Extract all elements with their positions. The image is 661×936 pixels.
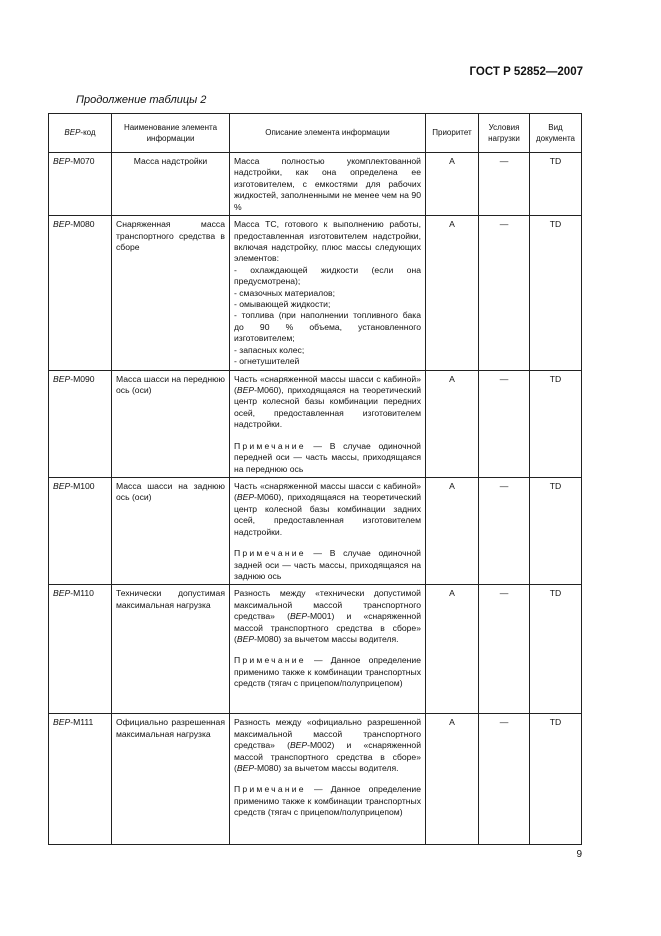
conditions-cell: — (479, 585, 530, 714)
doctype-cell: TD (530, 153, 582, 216)
desc-cell: Масса ТС, готового к выполнению работы, предоставленная изготовителем надстройки, включая надстройку, плюс массы следующих элементов: - охлаждающей жидкости (если она предусмотрена); - смазочных материалов; - омывающей жидкости; - топлива (при наполнении топливного бака до 90 % объема, установленного изготовителем; - запасных колес; - огнетушителей (230, 216, 426, 370)
conditions-cell: — (479, 714, 530, 845)
desc-cell: Разность между «официально разрешенной максимальной массой транспортного средства» (BEP-M002) и «снаряженной массой транспортного средства в сборе» (BEP-M080) за вычетом массы водителя. Примечание — Данное определение применимо также к комбинации транспортных средств (тягач с прицепом/полуприцепом) (230, 714, 426, 845)
col-header-doctype: Вид документа (530, 114, 582, 153)
table-continuation-caption: Продолжение таблицы 2 (76, 94, 207, 106)
priority-cell: A (426, 153, 479, 216)
col-header-conditions: Условия нагрузки (479, 114, 530, 153)
name-cell: Масса шасси на переднюю ось (оси) (112, 370, 230, 477)
table-row (49, 216, 582, 370)
desc-cell: Масса полностью укомплектованной надстройки, как она определена ее изготовителем, с емкостями для рабочих жидкостей, заполненными не менее чем на 90 % (230, 153, 426, 216)
name-cell: Технически допустимая максимальная нагрузка (112, 585, 230, 714)
table-row (49, 153, 582, 216)
page-number: 9 (576, 849, 582, 860)
doctype-cell: TD (530, 585, 582, 714)
code-cell: BEP-M100 (49, 477, 112, 584)
name-cell: Снаряженная масса транспортного средства в сборе (112, 216, 230, 370)
col-header-code: ВЕР-код (49, 114, 112, 153)
priority-cell: A (426, 714, 479, 845)
priority-cell: A (426, 585, 479, 714)
name-cell: Масса надстройки (112, 153, 230, 216)
name-cell: Масса шасси на заднюю ось (оси) (112, 477, 230, 584)
col-header-priority: Приоритет (426, 114, 479, 153)
table-row (49, 585, 582, 714)
note-label: Примечание (234, 655, 306, 666)
table-row (49, 370, 582, 477)
name-cell: Официально разрешенная максимальная нагрузка (112, 714, 230, 845)
conditions-cell: — (479, 370, 530, 477)
code-cell: BEP-M080 (49, 216, 112, 370)
conditions-cell: — (479, 153, 530, 216)
desc-cell: Часть «снаряженной массы шасси с кабиной» (BEP-M060), приходящаяся на теоретический центр колесной базы комбинации задних осей, предоставленная изготовителем надстройки. Примечание — В случае одиночной задней оси — часть массы, приходящаяся на заднюю ось (230, 477, 426, 584)
conditions-cell: — (479, 216, 530, 370)
col-header-desc: Описание элемента информации (230, 114, 426, 153)
note-label: Примечание (234, 440, 306, 451)
doctype-cell: TD (530, 216, 582, 370)
priority-cell: A (426, 370, 479, 477)
note-label: Примечание (234, 548, 306, 559)
table-row (49, 477, 582, 584)
code-cell: BEP-M070 (49, 153, 112, 216)
table-row (49, 714, 582, 845)
priority-cell: A (426, 216, 479, 370)
priority-cell: A (426, 477, 479, 584)
code-cell: BEP-M111 (49, 714, 112, 845)
desc-cell: Разность между «технически допустимой максимальной массой транспортного средства» (BEP-M001) и «снаряженной массой транспортного средства в сборе» (BEP-M080) за вычетом массы водителя. Примечание — Данное определение применимо также к комбинации транспортных средств (тягач с прицепом/полуприцепом) (230, 585, 426, 714)
doctype-cell: TD (530, 714, 582, 845)
conditions-cell: — (479, 477, 530, 584)
data-elements-table (48, 113, 582, 845)
table-header-row (49, 114, 582, 153)
standard-header: ГОСТ Р 52852—2007 (469, 66, 583, 78)
code-cell: BEP-M090 (49, 370, 112, 477)
code-cell: BEP-M110 (49, 585, 112, 714)
doctype-cell: TD (530, 477, 582, 584)
desc-cell: Часть «снаряженной массы шасси с кабиной» (BEP-M060), приходящаяся на теоретический центр колесной базы комбинации передних осей, предоставленная изготовителем надстройки. Примечание — В случае одиночной передней оси — часть массы, приходящаяся на переднюю ось (230, 370, 426, 477)
doctype-cell: TD (530, 370, 582, 477)
note-label: Примечание (234, 784, 306, 795)
col-header-name: Наименование элемента информации (112, 114, 230, 153)
